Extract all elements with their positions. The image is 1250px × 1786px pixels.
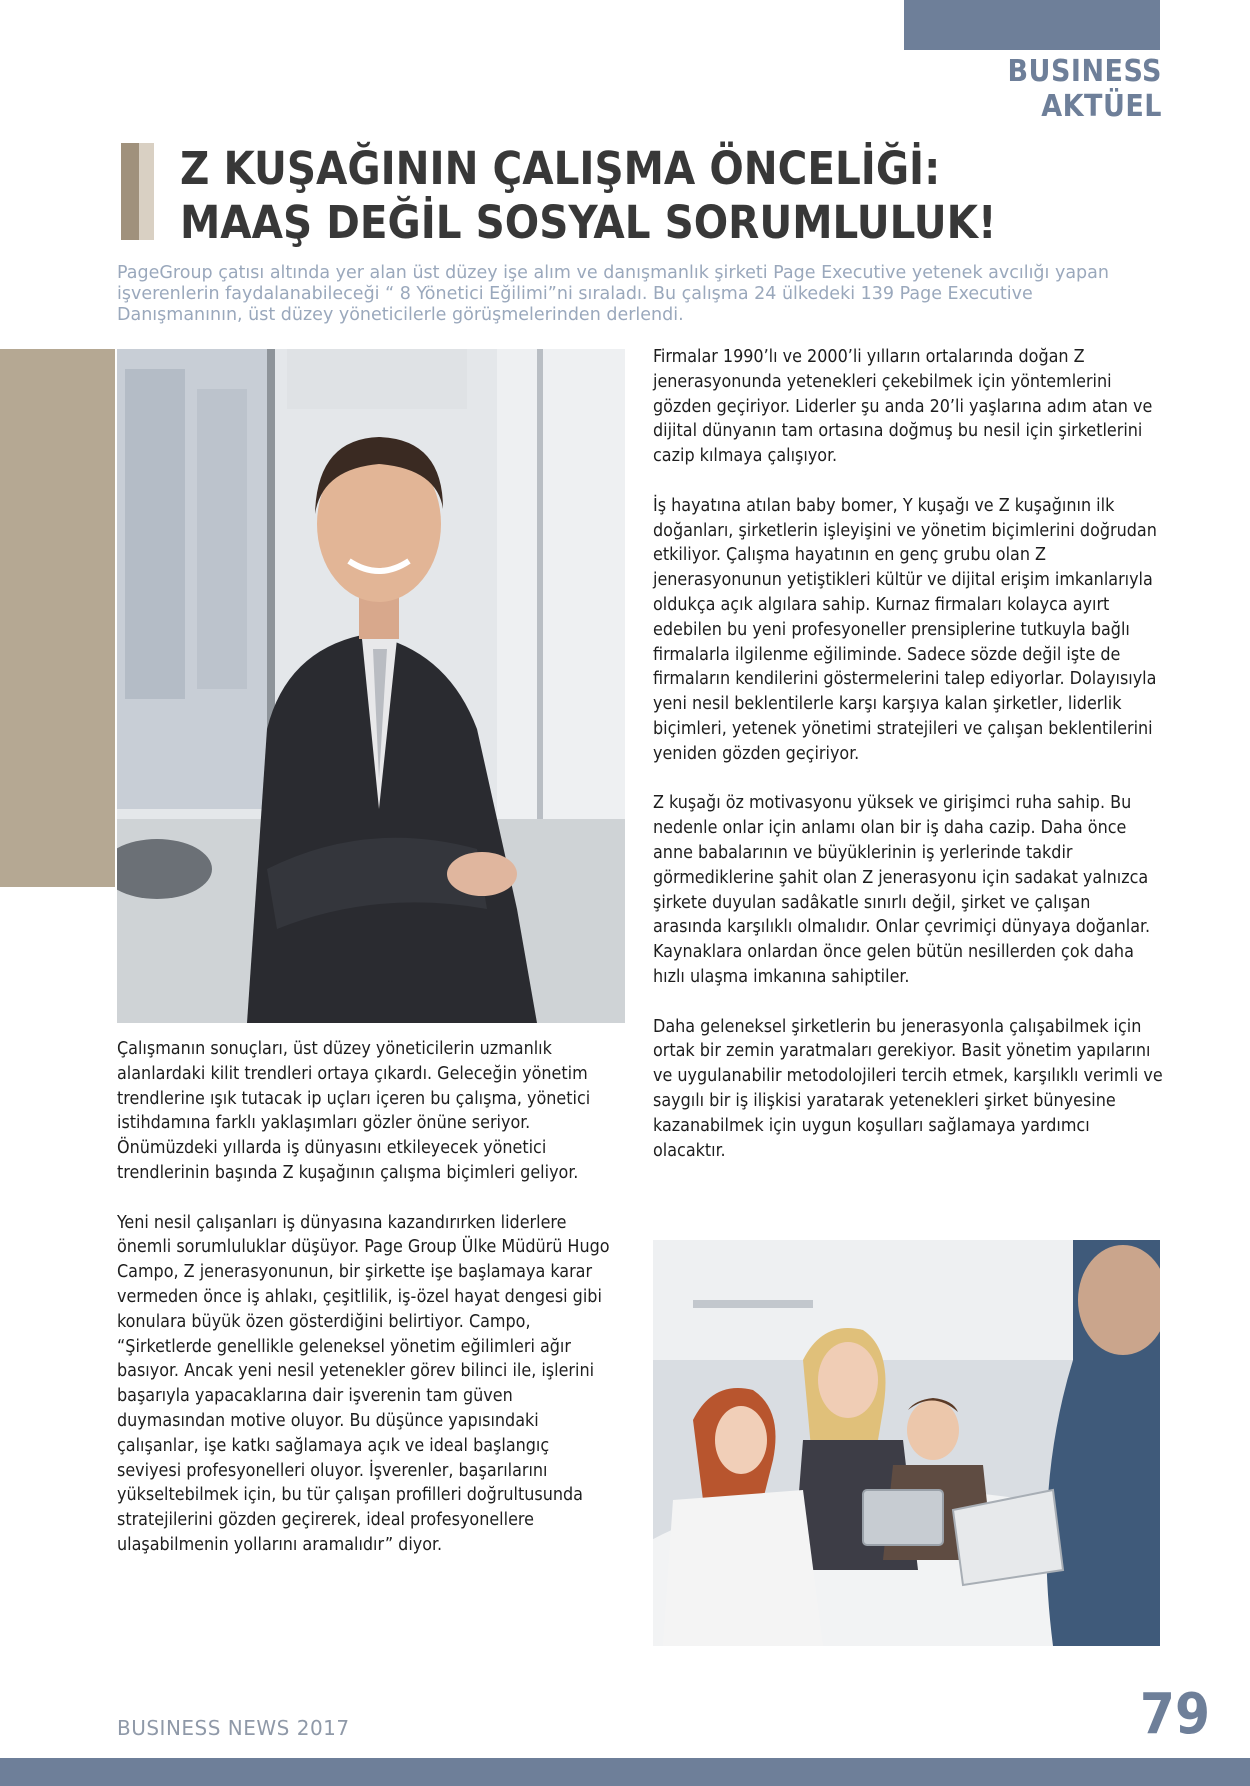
right-paragraph-1: Firmalar 1990’lı ve 2000’li yılların ortalarında doğan Z jenerasyonunda yetenekleri çekebilmek için yöntemlerini gözden geçiriyor. Liderler şu anda 20’li yaşlarına adım atan ve dijital dünyanın tam ortasına doğmuş bu nesil için şirketlerini cazip kılmaya çalışıyor.	[653, 346, 1153, 467]
footer-publication: BUSINESS NEWS 2017	[117, 1716, 350, 1740]
header-tab	[904, 0, 1160, 50]
left-paragraph-2: Yeni nesil çalışanları iş dünyasına kazandırırken liderlere önemli sorumluluklar düşüyor. Page Group Ülke Müdürü Hugo Campo, Z jenerasyonunun, bir şirkette işe başlamaya karar vermeden önce iş ahlakı, çeşitlilik, iş-özel hayat dengesi gibi konulara büyük özen gösterdiğini belirtiyor. Campo, “Şirketlerde genellikle geleneksel yönetim eğilimleri ağır basıyor. Ancak yeni nesil yetenekler görev bilinci ile, işlerini başarıyla yapacaklarına dair işverenin tam güven duymasından motive oluyor. Bu düşünce yapısındaki çalışanlar, işe katkı sağlamaya açık ve ideal başlangıç seviyesi profesyonelleri oluyor. İşverenler, başarılarını yükseltebilmek için, bu tür çalışan profilleri doğrultusunda stratejilerini gözden geçirerek, ideal profesyonellere ulaşabilmenin yollarını aramalıdır” diyor.	[117, 1211, 610, 1555]
footer-band	[0, 1758, 1250, 1786]
article-title	[180, 142, 1140, 250]
title-accent-bar-light	[139, 143, 154, 240]
title-line-1: Z KUŞAĞININ ÇALIŞMA ÖNCELİĞİ:	[180, 142, 941, 195]
article-lead: PageGroup çatısı altında yer alan üst düzey işe alım ve danışmanlık şirketi Page Executive yetenek avcılığı yapan işverenlerin faydalanabileceği “ 8 Yönetici Eğilimi”ni sıraladı. Bu çalışma 24 ülkedeki 139 Page Executive Danışmanının, üst düzey yöneticilerle görüşmelerinden derlendi.	[117, 263, 1109, 325]
right-column-text	[653, 345, 1163, 1163]
right-paragraph-3: Z kuşağı öz motivasyonu yüksek ve girişimci ruha sahip. Bu nedenle onlar için anlamı olan bir iş daha cazip. Daha önce anne babalarının ve büyüklerinin iş yerlerinde takdir görmediklerine şahit olan Z jenerasyonu için sadakat yalnızca şirkete duyulan sadâkatle sınırlı değil, şirket ve çalışan arasında karşılıklı olmalıdır. Onlar çevrimiçi dünyaya doğanlar. Kaynaklara onlardan önce gelen bütün nesillerden çok daha hızlı ulaşma imkanına sahiptiler.	[653, 792, 1151, 987]
decorative-side-block	[0, 349, 115, 887]
businessman-photo	[117, 349, 625, 1023]
page-number: 79	[1139, 1682, 1210, 1747]
left-column-text	[117, 1037, 613, 1558]
right-paragraph-2: İş hayatına atılan baby bomer, Y kuşağı ve Z kuşağının ilk doğanları, şirketlerin işleyişini ve yönetim biçimlerini doğrudan etkiliyor. Çalışma hayatının en genç grubu olan Z jenerasyonunun yetiştikleri kültür ve dijital erişim imkanlarıyla oldukça açık algılara sahip. Kurnaz firmaları kolayca ayırt edebilen bu yeni profesyoneller prensiplerine tutkuyla bağlı firmalarla ilgilenme eğiliminde. Sadece sözde değil işte de firmaların kendilerini göstermelerini talep ediyorlar. Dolayısıyla yeni nesil beklentilerle karşı karşıya kalan şirketler, liderlik biçimleri, yetenek yönetimi stratejileri ve çalışan beklentilerini yeniden gözden geçiriyor.	[653, 494, 1157, 764]
section-label: BUSINESS AKTÜEL	[1007, 54, 1162, 124]
right-paragraph-4: Daha geleneksel şirketlerin bu jenerasyonla çalışabilmek için ortak bir zemin yaratmaları gerekiyor. Basit yönetim yapılarını ve uygulanabilir metodolojileri tercih etmek, karşılıklı verimli ve saygılı bir iş ilişkisi yaratarak yetenekleri şirket bünyesine kazanabilmek için uygun koşulları sağlamaya yardımcı olacaktır.	[653, 1015, 1163, 1161]
team-meeting-photo	[653, 1240, 1160, 1646]
title-line-2: MAAŞ DEĞİL SOSYAL SORUMLULUK!	[180, 196, 997, 249]
title-accent-bar	[121, 143, 139, 240]
left-paragraph-1: Çalışmanın sonuçları, üst düzey yöneticilerin uzmanlık alanlardaki kilit trendleri ortaya çıkardı. Geleceğin yönetim trendlerine ışık tutacak ip uçları içeren bu çalışma, yönetici istihdamına farklı yaklaşımları gözler önüne seriyor. Önümüzdeki yıllarda iş dünyasını etkileyecek yönetici trendlerinin başında Z kuşağının çalışma biçimleri geliyor.	[117, 1038, 591, 1183]
